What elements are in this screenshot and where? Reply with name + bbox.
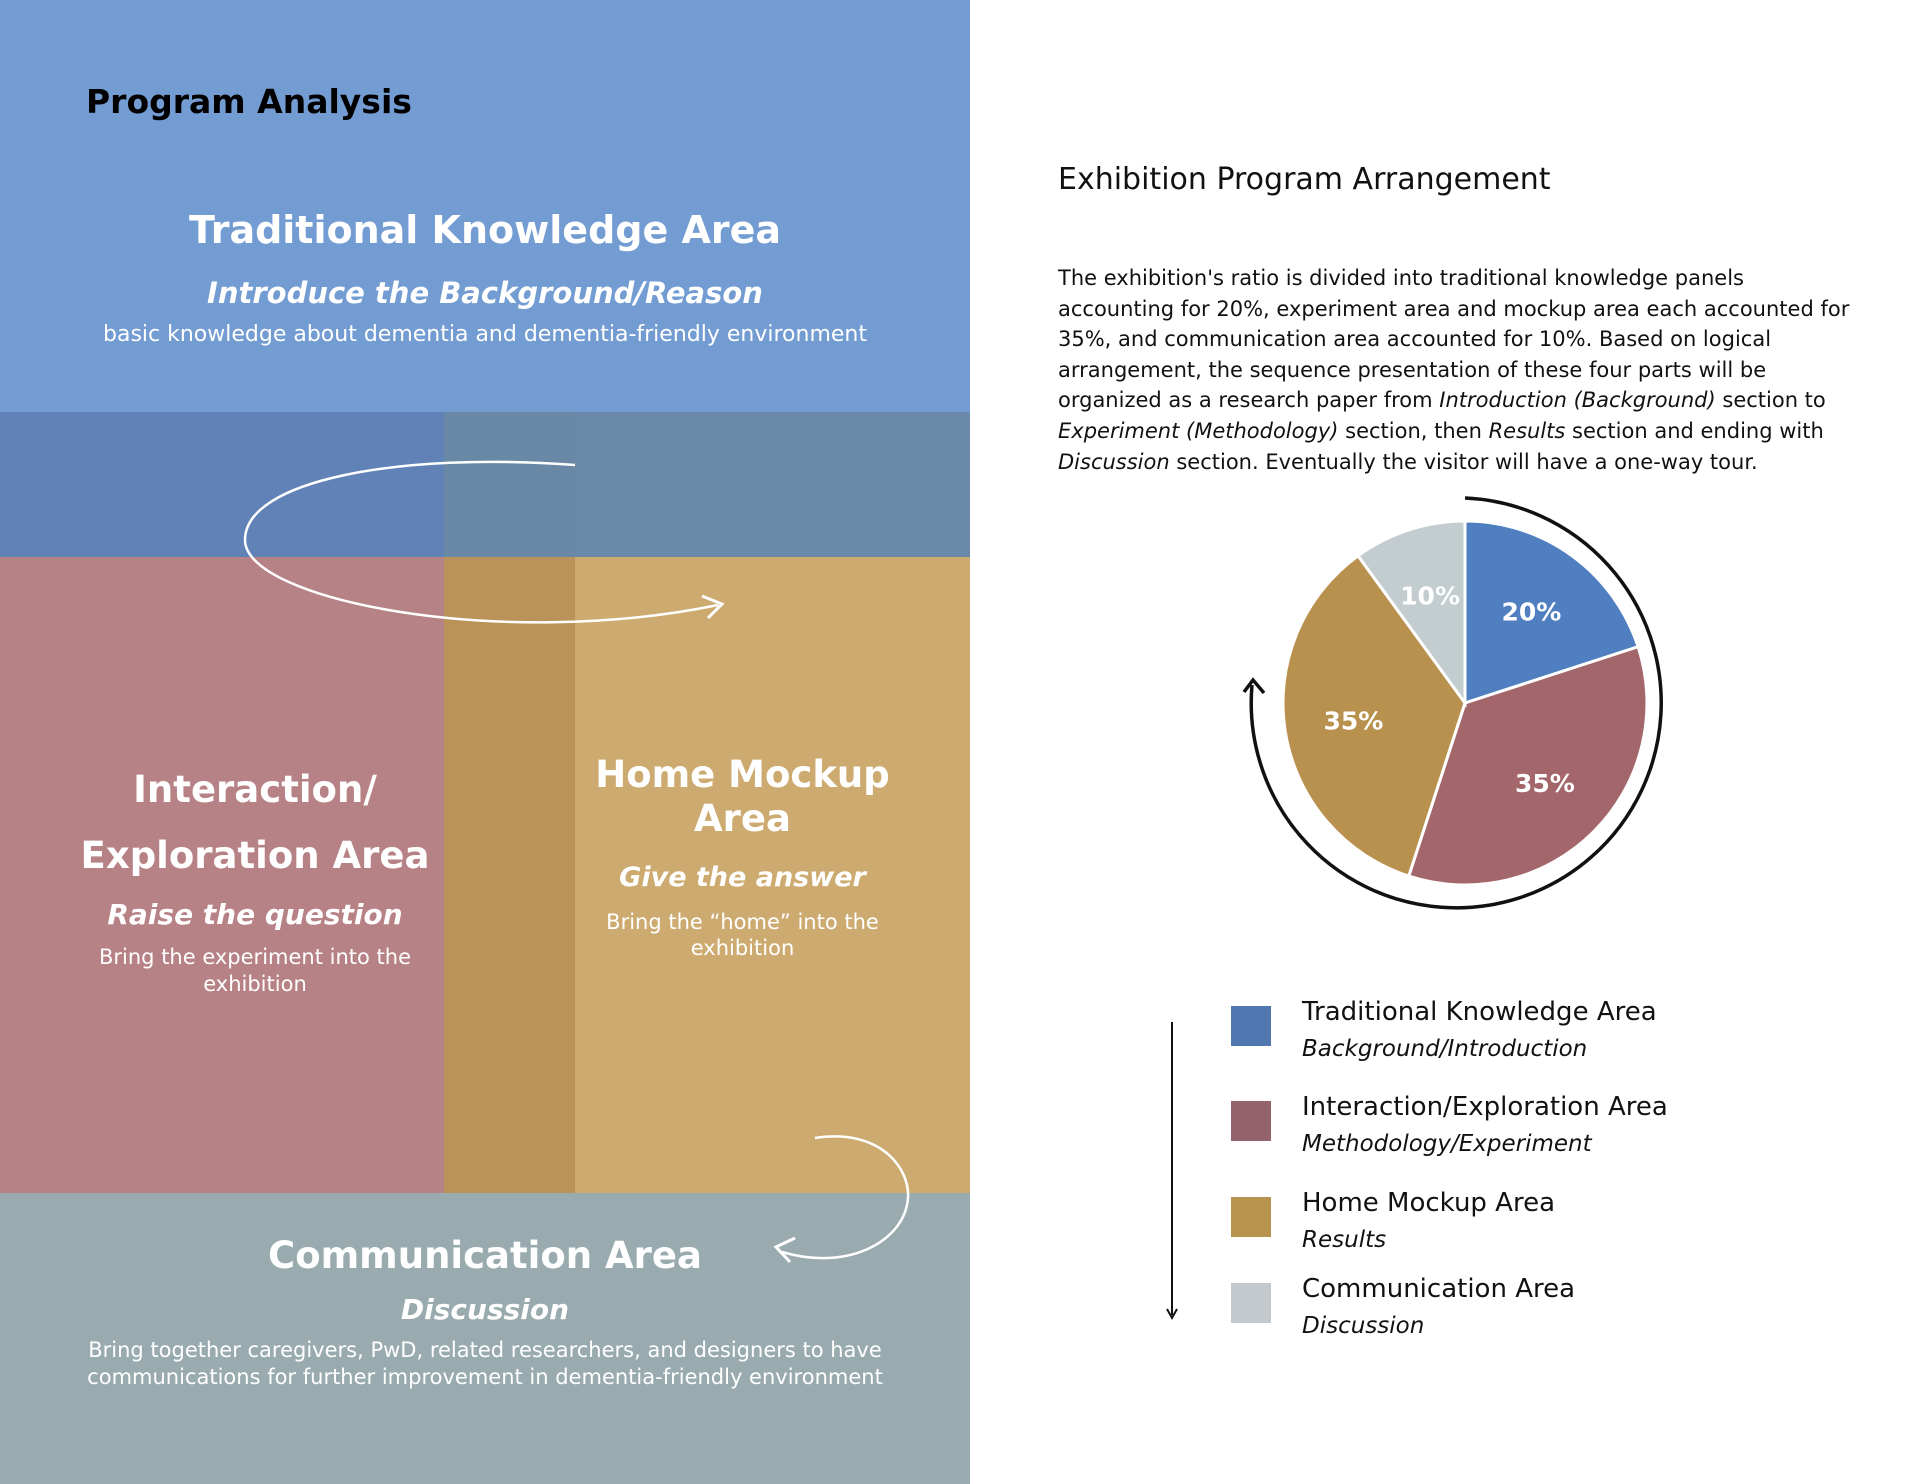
legend-title-home: Home Mockup Area xyxy=(1302,1188,1556,1218)
order-arrow-head xyxy=(1167,1309,1177,1318)
pie-label-communication: 10% xyxy=(1400,581,1461,611)
pie-chart xyxy=(1220,480,1680,920)
desc-em-results: Results xyxy=(1488,418,1566,443)
page-title: Program Analysis xyxy=(86,82,412,121)
interaction-title-line1: Interaction/ xyxy=(133,768,377,811)
legend-subtitle-traditional: Background/Introduction xyxy=(1302,1036,1588,1062)
legend-title-interaction: Interaction/Exploration Area xyxy=(1302,1092,1668,1122)
pie-slices xyxy=(1283,521,1647,885)
desc-text-1: The exhibition's ratio is divided into traditional knowledge panels accounting for 20%, experiment area and mockup area each accounted for 35%, and communication area accounted for 10%. Based on logical arrangement, the sequence presentation of these four parts will be organized as a research paper from xyxy=(1058,266,1850,413)
communication-subtitle: Discussion xyxy=(400,1293,570,1326)
legend-subtitle-communication: Discussion xyxy=(1302,1313,1425,1339)
tour-direction-arrow-head xyxy=(1244,680,1264,693)
interaction-subtitle: Raise the question xyxy=(107,898,403,931)
desc-em-experiment: Experiment (Methodology) xyxy=(1058,418,1339,443)
legend-swatch-traditional xyxy=(1231,1006,1271,1046)
desc-em-introduction: Introduction (Background) xyxy=(1439,388,1716,413)
home-subtitle: Give the answer xyxy=(619,862,866,893)
legend-title-communication: Communication Area xyxy=(1302,1274,1576,1304)
home-title-line2: Area xyxy=(694,797,791,840)
legend-subtitle-interaction: Methodology/Experiment xyxy=(1302,1131,1592,1157)
desc-text-2: section to xyxy=(1715,388,1826,413)
pie-label-traditional: 20% xyxy=(1501,597,1562,627)
communication-desc-line2: communications for further improvement in dementia-friendly environment xyxy=(87,1365,883,1389)
home-desc-line1: Bring the “home” into the xyxy=(606,910,879,934)
home-desc-line2: exhibition xyxy=(690,936,795,960)
traditional-title: Traditional Knowledge Area xyxy=(188,208,782,252)
communication-desc-line1: Bring together caregivers, PwD, related researchers, and designers to have xyxy=(88,1338,882,1362)
desc-text-4: section and ending with xyxy=(1565,418,1824,443)
desc-text-5: section. Eventually the visitor will have a one-way tour. xyxy=(1169,449,1758,474)
legend-title-traditional: Traditional Knowledge Area xyxy=(1302,997,1657,1027)
legend-swatch-communication xyxy=(1231,1283,1271,1323)
traditional-subtitle: Introduce the Background/Reason xyxy=(207,276,763,310)
interaction-title-line2: Exploration Area xyxy=(80,834,430,877)
traditional-desc: basic knowledge about dementia and dementia-friendly environment xyxy=(103,322,867,347)
legend-swatch-home xyxy=(1231,1197,1271,1237)
pie-label-home-mockup: 35% xyxy=(1323,706,1384,736)
loop-arrow-bottom xyxy=(782,1136,908,1258)
section-title: Exhibition Program Arrangement xyxy=(1058,162,1551,197)
legend-subtitle-home: Results xyxy=(1302,1227,1387,1253)
desc-text-3: section, then xyxy=(1338,418,1489,443)
desc-em-discussion: Discussion xyxy=(1058,449,1170,474)
legend-swatch-interaction xyxy=(1231,1101,1271,1141)
interaction-desc-line2: exhibition xyxy=(203,972,307,996)
communication-title: Communication Area xyxy=(268,1234,702,1277)
interaction-desc-line1: Bring the experiment into the xyxy=(99,945,411,969)
pie-label-interaction: 35% xyxy=(1514,768,1575,798)
loop-arrow-top xyxy=(245,462,718,622)
loop-arrow-bottom-head xyxy=(776,1238,795,1262)
description-paragraph xyxy=(1058,263,1858,477)
home-title-line1: Home Mockup xyxy=(595,753,890,796)
